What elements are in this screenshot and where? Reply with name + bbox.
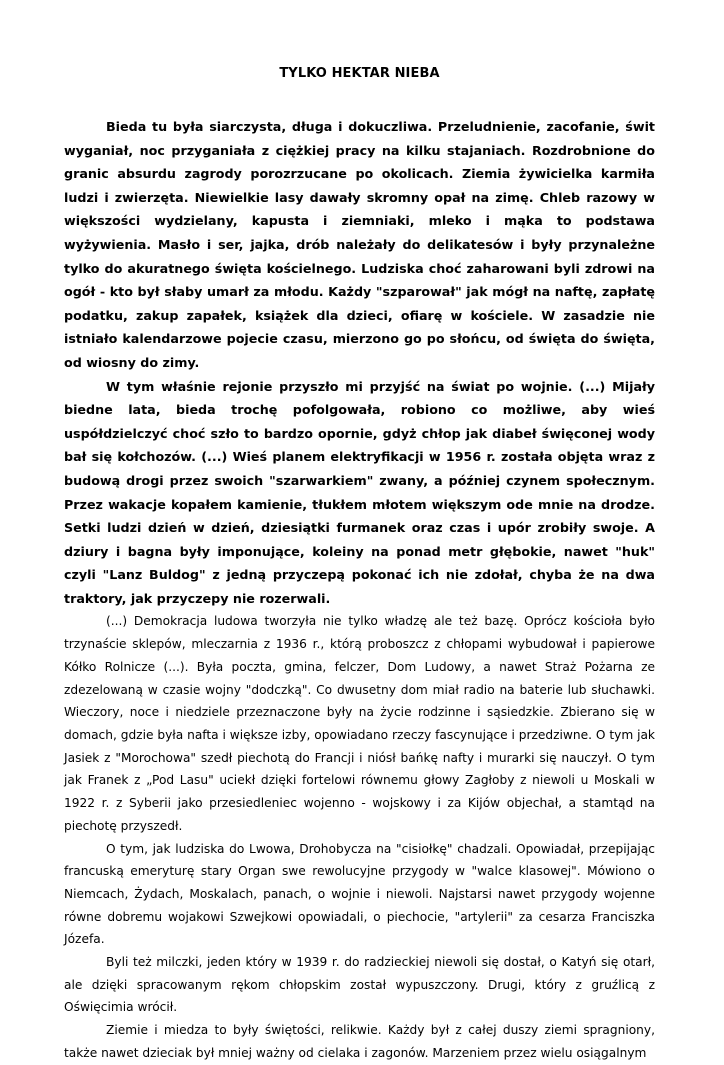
paragraph-6: Ziemie i miedza to były świętości, relikwie. Każdy był z całej duszy ziemi spragniony, także nawet dzieciak był mniej ważny od cielaka i zagonów. Marzeniem przez wielu osiągalnym bbox=[64, 1023, 655, 1060]
paragraph-5: Byli też milczki, jeden który w 1939 r. do radzieckiej niewoli się dostał, o Katyń się otarł, ale dzięki spracowanym rękom chłopskim został wypuszczony. Drugi, który z gruźlicą z Oświęcimia wrócił. bbox=[64, 955, 655, 1015]
paragraph-3: (...) Demokracja ludowa tworzyła nie tylko władzę ale też bazę. Oprócz kościoła było trzynaście sklepów, mleczarnia z 1936 r., którą proboszcz z chłopami wybudował i papierowe Kółko Rolnicze (...). Była poczta, gmina, felczer, Dom Ludowy, a nawet Straż Pożarna ze zdezelowaną w czasie wojny "dodczką". Co dwusetny dom miał radio na baterie lub słuchawki. Wieczory, noce i niedziele przeznaczone były na życie rodzinne i sąsiedzkie. Zbierano się w domach, gdzie była nafta i większe izby, opowiadano rzeczy fascynujące i przedziwne. O tym jak Jasiek z "Morochowa" szedł piechotą do Francji i niósł bańkę nafty i murarki się nauczył. O tym jak Franek z „Pod Lasu" uciekł dzięki fortelowi równemu głowy Zagłoby z niewoli u Moskali w 1922 r. z Syberii jako przesiedleniec wojenno - wojskowy i za Kijów objechał, a stamtąd na piechotę przyszedł. bbox=[64, 614, 655, 833]
paragraph-4: O tym, jak ludziska do Lwowa, Drohobycza na "cisiołkę" chadzali. Opowiadał, przepijając francuską emeryturę stary Organ swe rewolucyjne przygody w "walce klasowej". Mówiono o Niemcach, Żydach, Moskalach, panach, o wojnie i niewoli. Najstarsi nawet przygody wojenne równe dobremu wojakowi Szwejkowi opowiadali, o piechocie, "artylerii" za cesarza Franciszka Józefa. bbox=[64, 841, 655, 947]
paragraph-1: Bieda tu była siarczysta, długa i dokuczliwa. Przeludnienie, zacofanie, świt wyganiał, noc przyganiała z ciężkiej pracy na kilku stajaniach. Rozdrobnione do granic absurdu zagrody porozrzucane po okolicach. Ziemia żywicielka karmiła ludzi i zwierzęta. Niewielkie lasy dawały skromny opał na zimę. Chleb razowy w większości wydzielany, kapusta i ziemniaki, mleko i mąka to podstawa wyżywienia. Masło i ser, jajka, drób należały do delikatesów i były przynależne tylko do akuratnego święta kościelnego. Ludziska choć zaharowani byli zdrowi na ogół - kto był słaby umarł za młodu. Każdy "szparował" jak mógł na naftę, zapłatę podatku, zakup zapałek, książek dla dzieci, ofiarę w kościele. W zasadzie nie istniało kalendarzowe pojecie czasu, mierzono go po słońcu, od święta do święta, od wiosny do zimy. bbox=[64, 119, 655, 370]
document-page bbox=[64, 66, 655, 1065]
document-title: TYLKO HEKTAR NIEBA bbox=[279, 66, 440, 81]
paragraph-2: W tym właśnie rejonie przyszło mi przyjść na świat po wojnie. (...) Mijały biedne lata, bieda trochę pofolgowała, robiono co możliwe, aby wieś uspółdzielczyć choć szło to bardzo opornie, gdyż chłop jak diabeł święconej wody bał się kołchozów. (...) Wieś planem elektryfikacji w 1956 r. została objęta wraz z budową drogi przez swoich "szarwarkiem" zwany, a później czynem społecznym. Przez wakacje kopałem kamienie, tłukłem młotem większym ode mnie na drodze. Setki ludzi dzień w dzień, dziesiątki furmanek oraz czas i upór zrobiły swoje. A dziury i bagna były imponujące, koleiny na ponad metr głębokie, nawet "huk" czyli "Lanz Buldog" z jedną przyczepą pokonać ich nie zdołał, chyba że na dwa traktory, jak przyczepy nie rozerwali. bbox=[64, 378, 655, 606]
